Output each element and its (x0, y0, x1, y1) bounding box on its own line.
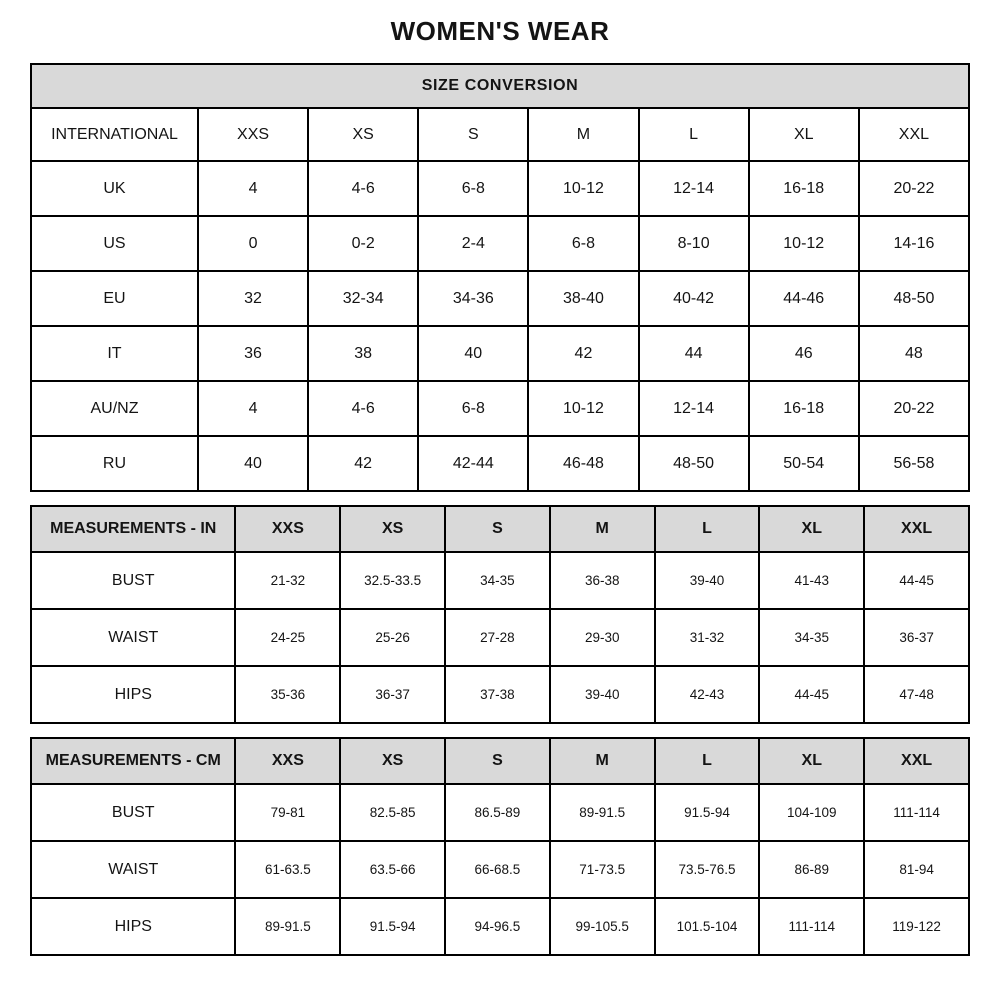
value-cell: 16-18 (749, 381, 859, 436)
table-row (31, 326, 969, 381)
column-header: S (418, 108, 528, 161)
value-cell: 16-18 (749, 161, 859, 216)
value-cell: 39-40 (655, 552, 760, 609)
row-label-cell: IT (31, 326, 198, 381)
table-row (31, 552, 969, 609)
value-cell: 91.5-94 (655, 784, 760, 841)
header-row (31, 108, 969, 161)
value-cell: 44-45 (864, 552, 969, 609)
value-cell: 12-14 (639, 161, 749, 216)
value-cell: 36 (198, 326, 308, 381)
value-cell: 40-42 (639, 271, 749, 326)
value-cell: 10-12 (749, 216, 859, 271)
value-cell: 34-35 (445, 552, 550, 609)
value-cell: 47-48 (864, 666, 969, 723)
value-cell: 63.5-66 (340, 841, 445, 898)
value-cell: 29-30 (550, 609, 655, 666)
value-cell: 14-16 (859, 216, 969, 271)
value-cell: 20-22 (859, 161, 969, 216)
value-cell: 50-54 (749, 436, 859, 491)
table-row (31, 666, 969, 723)
value-cell: 38-40 (528, 271, 638, 326)
value-cell: 89-91.5 (550, 784, 655, 841)
column-header: XXL (864, 506, 969, 552)
value-cell: 35-36 (235, 666, 340, 723)
column-header: L (655, 506, 760, 552)
table-row (31, 784, 969, 841)
value-cell: 12-14 (639, 381, 749, 436)
value-cell: 73.5-76.5 (655, 841, 760, 898)
page-title: WOMEN'S WEAR (390, 16, 610, 46)
value-cell: 82.5-85 (340, 784, 445, 841)
value-cell: 89-91.5 (235, 898, 340, 955)
row-label-cell: AU/NZ (31, 381, 198, 436)
row-label-cell: EU (31, 271, 198, 326)
row-label-cell: UK (31, 161, 198, 216)
table-row (31, 609, 969, 666)
column-header: XL (759, 506, 864, 552)
value-cell: 48 (859, 326, 969, 381)
column-header: L (655, 738, 760, 784)
value-cell: 36-37 (864, 609, 969, 666)
value-cell: 61-63.5 (235, 841, 340, 898)
column-header: XXS (235, 506, 340, 552)
value-cell: 31-32 (655, 609, 760, 666)
column-header: L (639, 108, 749, 161)
value-cell: 39-40 (550, 666, 655, 723)
value-cell: 44-45 (759, 666, 864, 723)
value-cell: 81-94 (864, 841, 969, 898)
header-row (31, 738, 969, 784)
value-cell: 40 (418, 326, 528, 381)
measurements-in-table-body (31, 506, 969, 723)
value-cell: 2-4 (418, 216, 528, 271)
value-cell: 104-109 (759, 784, 864, 841)
value-cell: 6-8 (418, 161, 528, 216)
table-row (31, 381, 969, 436)
measurements-cm-table (30, 737, 970, 956)
value-cell: 32 (198, 271, 308, 326)
value-cell: 8-10 (639, 216, 749, 271)
row-label-cell: WAIST (31, 609, 235, 666)
value-cell: 42-44 (418, 436, 528, 491)
column-header: XS (340, 506, 445, 552)
value-cell: 66-68.5 (445, 841, 550, 898)
column-header: XS (340, 738, 445, 784)
value-cell: 36-38 (550, 552, 655, 609)
value-cell: 37-38 (445, 666, 550, 723)
value-cell: 10-12 (528, 381, 638, 436)
measurements-in-table (30, 505, 970, 724)
table-row (31, 898, 969, 955)
value-cell: 101.5-104 (655, 898, 760, 955)
value-cell: 41-43 (759, 552, 864, 609)
table-row (31, 161, 969, 216)
value-cell: 6-8 (418, 381, 528, 436)
column-header: XXS (235, 738, 340, 784)
row-label-cell: WAIST (31, 841, 235, 898)
value-cell: 25-26 (340, 609, 445, 666)
value-cell: 119-122 (864, 898, 969, 955)
value-cell: 4 (198, 161, 308, 216)
column-header: S (445, 738, 550, 784)
table-banner-row (31, 64, 969, 108)
size-conversion-table-body (31, 64, 969, 491)
value-cell: 6-8 (528, 216, 638, 271)
column-header: XXL (864, 738, 969, 784)
column-header: M (550, 506, 655, 552)
value-cell: 42 (528, 326, 638, 381)
measurements-cm-table-body (31, 738, 969, 955)
column-header: XL (749, 108, 859, 161)
table-row (31, 271, 969, 326)
value-cell: 44 (639, 326, 749, 381)
value-cell: 32-34 (308, 271, 418, 326)
value-cell: 56-58 (859, 436, 969, 491)
row-label-header: INTERNATIONAL (31, 108, 198, 161)
value-cell: 91.5-94 (340, 898, 445, 955)
column-header: S (445, 506, 550, 552)
value-cell: 0-2 (308, 216, 418, 271)
value-cell: 20-22 (859, 381, 969, 436)
table-row (31, 436, 969, 491)
row-label-cell: HIPS (31, 898, 235, 955)
size-conversion-table (30, 63, 970, 492)
row-label-cell: RU (31, 436, 198, 491)
row-label-cell: BUST (31, 784, 235, 841)
table-row (31, 216, 969, 271)
value-cell: 32.5-33.5 (340, 552, 445, 609)
value-cell: 79-81 (235, 784, 340, 841)
value-cell: 86-89 (759, 841, 864, 898)
column-header: XL (759, 738, 864, 784)
row-label-cell: HIPS (31, 666, 235, 723)
value-cell: 99-105.5 (550, 898, 655, 955)
value-cell: 86.5-89 (445, 784, 550, 841)
value-cell: 42-43 (655, 666, 760, 723)
column-header: XS (308, 108, 418, 161)
value-cell: 34-35 (759, 609, 864, 666)
value-cell: 36-37 (340, 666, 445, 723)
value-cell: 48-50 (639, 436, 749, 491)
value-cell: 44-46 (749, 271, 859, 326)
value-cell: 46-48 (528, 436, 638, 491)
column-header: XXL (859, 108, 969, 161)
header-row (31, 506, 969, 552)
table-row (31, 841, 969, 898)
value-cell: 4 (198, 381, 308, 436)
value-cell: 10-12 (528, 161, 638, 216)
value-cell: 4-6 (308, 161, 418, 216)
table-banner: SIZE CONVERSION (31, 64, 969, 108)
value-cell: 42 (308, 436, 418, 491)
column-header: M (528, 108, 638, 161)
value-cell: 111-114 (759, 898, 864, 955)
value-cell: 24-25 (235, 609, 340, 666)
value-cell: 111-114 (864, 784, 969, 841)
value-cell: 94-96.5 (445, 898, 550, 955)
value-cell: 48-50 (859, 271, 969, 326)
value-cell: 38 (308, 326, 418, 381)
row-label-cell: BUST (31, 552, 235, 609)
row-label-cell: US (31, 216, 198, 271)
value-cell: 40 (198, 436, 308, 491)
value-cell: 4-6 (308, 381, 418, 436)
row-label-header: MEASUREMENTS - IN (31, 506, 235, 552)
value-cell: 46 (749, 326, 859, 381)
column-header: M (550, 738, 655, 784)
column-header: XXS (198, 108, 308, 161)
value-cell: 27-28 (445, 609, 550, 666)
value-cell: 34-36 (418, 271, 528, 326)
value-cell: 71-73.5 (550, 841, 655, 898)
value-cell: 21-32 (235, 552, 340, 609)
row-label-header: MEASUREMENTS - CM (31, 738, 235, 784)
value-cell: 0 (198, 216, 308, 271)
